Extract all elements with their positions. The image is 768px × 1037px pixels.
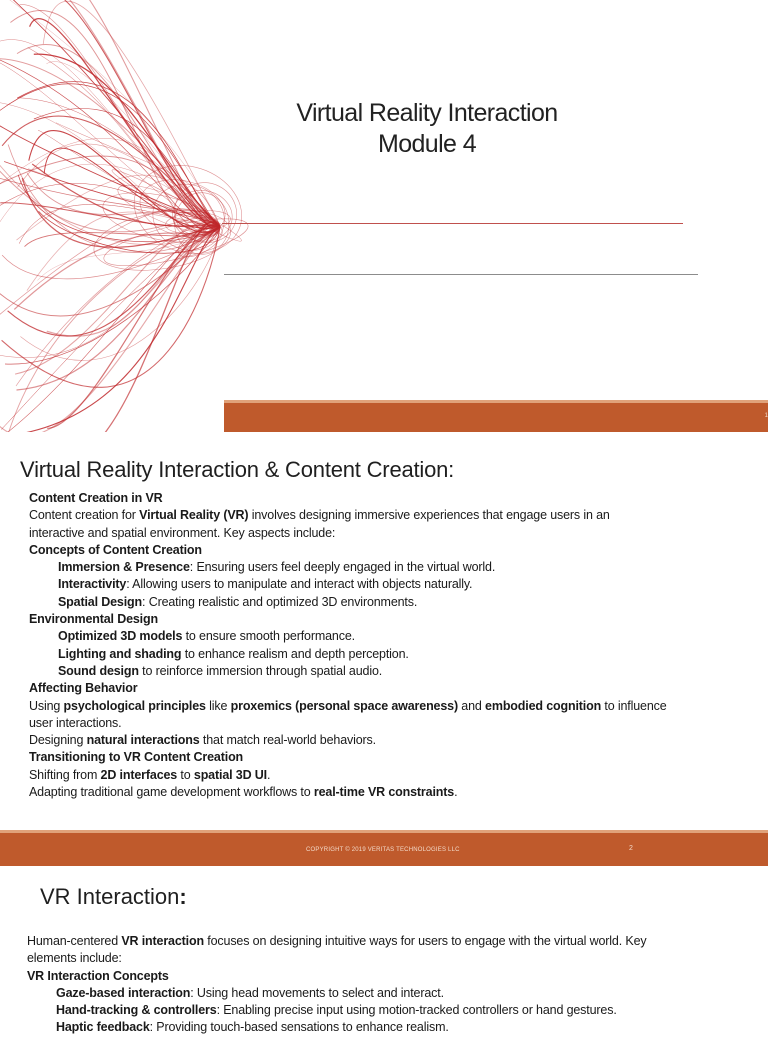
body-line bbox=[29, 698, 759, 715]
text-run: to ensure smooth performance. bbox=[182, 629, 355, 644]
title-line-1: Virtual Reality Interaction bbox=[296, 99, 558, 127]
content-creation-slide bbox=[0, 432, 768, 866]
bold-term: Immersion & Presence bbox=[58, 560, 190, 575]
bold-term: Gaze-based interaction bbox=[56, 985, 191, 1000]
text-run: Content creation for bbox=[29, 508, 140, 523]
text-run: Human-centered bbox=[27, 934, 122, 948]
slide-title bbox=[230, 98, 624, 160]
body-line bbox=[29, 663, 759, 680]
section-heading bbox=[29, 611, 759, 628]
slide-body bbox=[27, 933, 757, 1037]
body-line bbox=[29, 732, 759, 749]
text-run: : Enabling precise input using motion-tracked controllers or hand gestures. bbox=[216, 1003, 617, 1018]
text-run: and bbox=[457, 698, 486, 713]
bold-term: natural interactions bbox=[86, 733, 200, 748]
footer-bar bbox=[224, 400, 768, 432]
section-heading bbox=[27, 968, 757, 985]
bold-term: Lighting and shading bbox=[58, 646, 182, 661]
bold-term: Hand-tracking & controllers bbox=[56, 1003, 217, 1018]
section-heading bbox=[29, 490, 759, 507]
bold-term: psychological principles bbox=[63, 698, 206, 713]
body-line bbox=[27, 933, 757, 950]
swirl-stroke bbox=[17, 226, 220, 435]
text-run: : Ensuring users feel deeply engaged in the virtual world. bbox=[189, 560, 496, 575]
bold-term: Virtual Reality (VR) bbox=[139, 508, 249, 523]
body-line bbox=[29, 559, 759, 576]
text-run: . bbox=[266, 767, 271, 782]
text-run: user interactions. bbox=[29, 715, 122, 730]
text-run: Adapting traditional game development workflows to bbox=[29, 785, 314, 800]
text-run: : Providing touch-based sensations to enhance realism. bbox=[149, 1020, 449, 1035]
bold-term: spatial 3D UI bbox=[193, 767, 267, 782]
title-divider-red bbox=[222, 223, 683, 224]
copyright-notice: COPYRIGHT © 2019 VERITAS TECHNOLOGIES LLC bbox=[306, 847, 460, 853]
title-line-2: Module 4 bbox=[377, 130, 477, 158]
body-line bbox=[29, 767, 759, 784]
section-heading bbox=[29, 680, 759, 697]
section-heading bbox=[29, 542, 759, 559]
text-run: Concepts of Content Creation bbox=[29, 542, 202, 557]
heading-colon: : bbox=[179, 884, 187, 909]
text-run: focuses on designing intuitive ways for users to engage with the virtual world. Key bbox=[203, 934, 647, 948]
vr-interaction-slide bbox=[0, 866, 768, 1035]
section-heading bbox=[29, 749, 759, 766]
title-divider-gray bbox=[224, 274, 698, 275]
slide-body bbox=[29, 490, 759, 801]
text-run: Environmental Design bbox=[29, 612, 158, 627]
footer-bar bbox=[0, 830, 768, 866]
text-run: Using bbox=[29, 698, 64, 713]
slide-heading bbox=[40, 884, 187, 910]
text-run: Content Creation in VR bbox=[29, 491, 163, 505]
text-run: VR Interaction Concepts bbox=[27, 968, 169, 983]
red-swirl-decoration bbox=[0, 0, 230, 432]
body-line bbox=[29, 646, 759, 663]
bold-term: Spatial Design bbox=[58, 594, 143, 609]
title-slide bbox=[0, 0, 768, 432]
text-run: . bbox=[454, 785, 458, 800]
page-number: 1 bbox=[764, 413, 768, 419]
page-number: 2 bbox=[629, 845, 633, 852]
body-line bbox=[27, 1019, 757, 1036]
text-run: to influence bbox=[601, 698, 667, 713]
bold-term: 2D interfaces bbox=[100, 767, 178, 782]
text-run: Transitioning to VR Content Creation bbox=[29, 750, 244, 765]
text-run: Affecting Behavior bbox=[29, 681, 138, 696]
bold-term: Sound design bbox=[58, 663, 139, 678]
body-line bbox=[29, 576, 759, 593]
bold-term: VR interaction bbox=[121, 934, 204, 948]
text-run: to enhance realism and depth perception. bbox=[181, 646, 409, 661]
bold-term: Interactivity bbox=[58, 577, 127, 592]
bold-term: real-time VR constraints bbox=[313, 785, 455, 800]
text-run: Designing bbox=[29, 733, 87, 748]
body-line bbox=[29, 594, 759, 611]
bold-term: proxemics (personal space awareness) bbox=[230, 698, 458, 713]
text-run: to bbox=[177, 767, 194, 782]
text-run: interactive and spatial environment. Key aspects include: bbox=[29, 525, 336, 540]
text-run: that match real-world behaviors. bbox=[199, 733, 376, 748]
heading-text: VR Interaction bbox=[40, 884, 180, 909]
body-line bbox=[29, 507, 759, 524]
body-line bbox=[29, 715, 759, 732]
text-run: : Creating realistic and optimized 3D environments. bbox=[142, 594, 418, 609]
slide-heading: Virtual Reality Interaction & Content Creation: bbox=[20, 457, 455, 482]
body-line bbox=[29, 525, 759, 542]
bold-term: embodied cognition bbox=[485, 698, 602, 713]
bold-term: Optimized 3D models bbox=[58, 629, 183, 644]
text-run: like bbox=[205, 698, 231, 713]
text-run: Shifting from bbox=[29, 767, 101, 782]
body-line bbox=[27, 1002, 757, 1019]
text-run: : Using head movements to select and interact. bbox=[190, 985, 444, 1000]
body-line bbox=[27, 950, 757, 967]
text-run: elements include: bbox=[27, 951, 122, 966]
body-line bbox=[29, 628, 759, 645]
bold-term: Haptic feedback bbox=[56, 1020, 150, 1035]
text-run: to reinforce immersion through spatial audio. bbox=[138, 663, 383, 678]
body-line bbox=[27, 985, 757, 1002]
text-run: involves designing immersive experiences that engage users in an bbox=[248, 508, 610, 523]
body-line bbox=[29, 784, 759, 801]
text-run: : Allowing users to manipulate and interact with objects naturally. bbox=[126, 577, 473, 592]
